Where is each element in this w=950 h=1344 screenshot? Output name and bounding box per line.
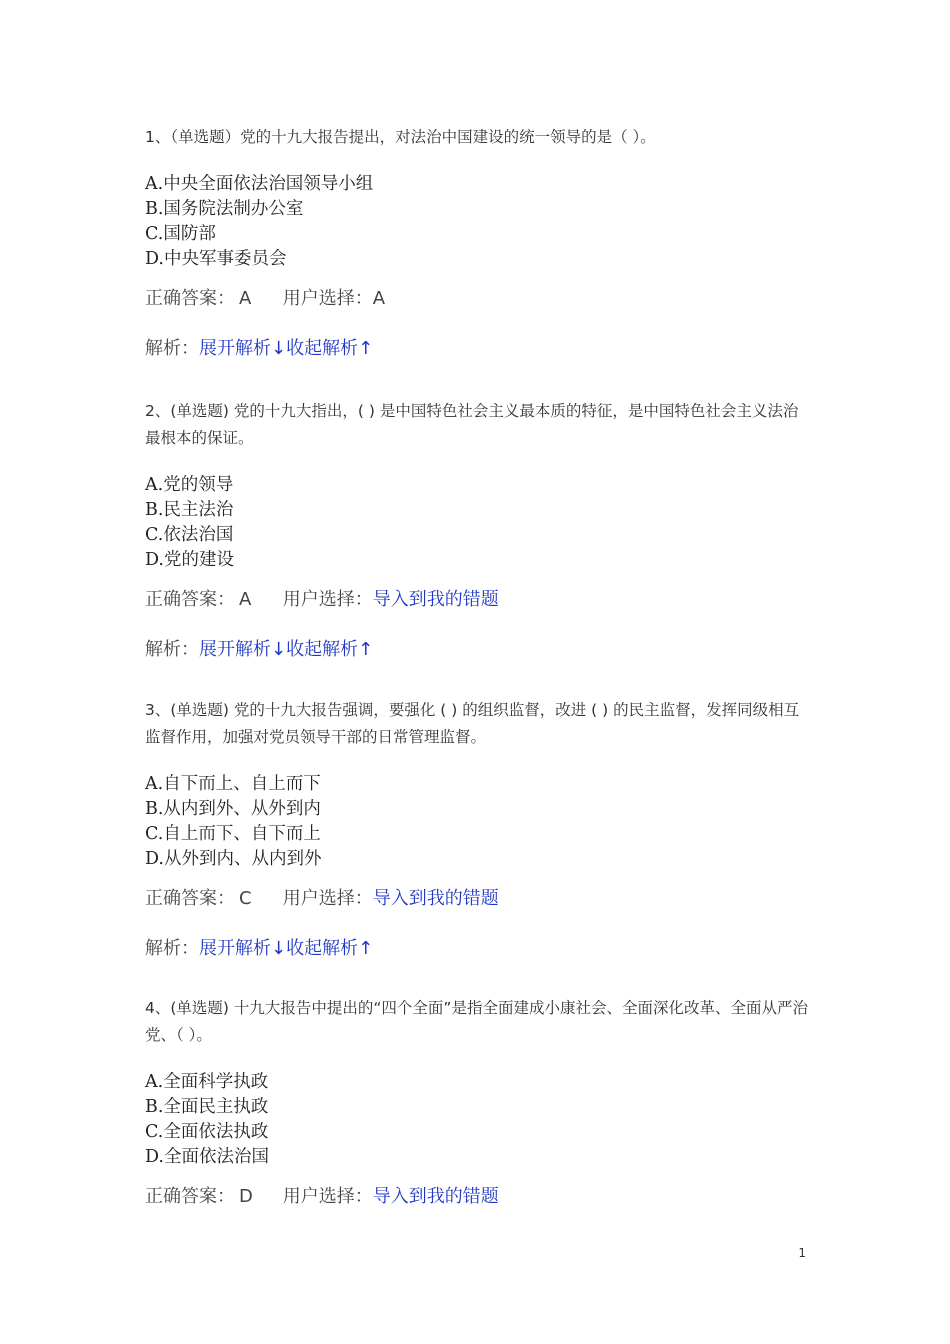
analysis-label: 解析： — [145, 338, 199, 359]
option-a: A.全面科学执政 — [145, 1072, 269, 1092]
option-d: D.中央军事委员会 — [145, 249, 287, 269]
user-choice-label: 用户选择： — [282, 288, 373, 309]
analysis-label: 解析： — [145, 938, 199, 959]
option-b: B.民主法治 — [145, 500, 234, 520]
option-d: D.全面依法治国 — [145, 1147, 269, 1167]
expand-analysis-link[interactable]: 展开解析↓ — [199, 338, 287, 359]
answer-row — [145, 587, 810, 613]
correct-answer-value: A — [239, 288, 252, 309]
user-choice-label: 用户选择： — [282, 888, 373, 909]
answer-row — [145, 886, 810, 912]
user-choice-label: 用户选择： — [282, 1186, 373, 1207]
analysis-row — [145, 336, 810, 362]
options-list — [145, 772, 810, 872]
options-list — [145, 172, 810, 272]
question-stem: 2、(单选题) 党的十九大指出，( ) 是中国特色社会主义最本质的特征，是中国特色社会主义法治最根本的保证。 — [145, 402, 799, 447]
options-list — [145, 473, 810, 573]
option-b: B.从内到外、从外到内 — [145, 799, 321, 819]
answer-row — [145, 286, 810, 312]
question-1 — [145, 124, 810, 362]
question-stem: 1、（单选题）党的十九大报告提出，对法治中国建设的统一领导的是（ ）。 — [145, 128, 656, 146]
option-d: D.从外到内、从内到外 — [145, 849, 322, 869]
option-a: A.中央全面依法治国领导小组 — [145, 174, 374, 194]
add-to-mistakes-link[interactable]: 导入到我的错题 — [372, 589, 499, 610]
expand-analysis-link[interactable]: 展开解析↓ — [199, 639, 287, 660]
page-number: 1 — [798, 1246, 806, 1260]
analysis-row — [145, 637, 810, 663]
question-2 — [145, 398, 810, 663]
user-choice-label: 用户选择： — [282, 589, 373, 610]
correct-answer-label: 正确答案： — [145, 888, 235, 909]
add-to-mistakes-link[interactable]: 导入到我的错题 — [372, 1186, 499, 1207]
add-to-mistakes-link[interactable]: 导入到我的错题 — [372, 888, 499, 909]
question-4 — [145, 995, 810, 1210]
option-c: C.依法治国 — [145, 525, 234, 545]
option-b: B.全面民主执政 — [145, 1097, 269, 1117]
option-b: B.国务院法制办公室 — [145, 199, 304, 219]
option-d: D.党的建设 — [145, 550, 234, 570]
question-stem: 3、(单选题) 党的十九大报告强调，要强化 ( ) 的组织监督，改进 ( ) 的民主监督，发挥同级相互监督作用，加强对党员领导干部的日常管理监督。 — [145, 701, 800, 746]
options-list — [145, 1070, 810, 1170]
correct-answer-value: A — [239, 589, 252, 610]
correct-answer-value: C — [239, 888, 252, 909]
option-c: C.全面依法执政 — [145, 1122, 269, 1142]
correct-answer-label: 正确答案： — [145, 1186, 235, 1207]
answer-row — [145, 1184, 810, 1210]
collapse-analysis-link[interactable]: 收起解析↑ — [286, 938, 374, 959]
option-a: A.党的领导 — [145, 475, 234, 495]
user-choice-value: A — [372, 288, 386, 309]
correct-answer-value: D — [239, 1186, 253, 1207]
correct-answer-label: 正确答案： — [145, 589, 235, 610]
collapse-analysis-link[interactable]: 收起解析↑ — [286, 338, 374, 359]
option-c: C.国防部 — [145, 224, 216, 244]
correct-answer-label: 正确答案： — [145, 288, 235, 309]
question-stem: 4、(单选题) 十九大报告中提出的“四个全面”是指全面建成小康社会、全面深化改革、全面从严治党、（ ）。 — [145, 999, 808, 1044]
option-a: A.自下而上、自上而下 — [145, 774, 321, 794]
analysis-label: 解析： — [145, 639, 199, 660]
question-3 — [145, 697, 810, 962]
expand-analysis-link[interactable]: 展开解析↓ — [199, 938, 287, 959]
collapse-analysis-link[interactable]: 收起解析↑ — [286, 639, 374, 660]
analysis-row — [145, 936, 810, 962]
option-c: C.自上而下、自下而上 — [145, 824, 321, 844]
